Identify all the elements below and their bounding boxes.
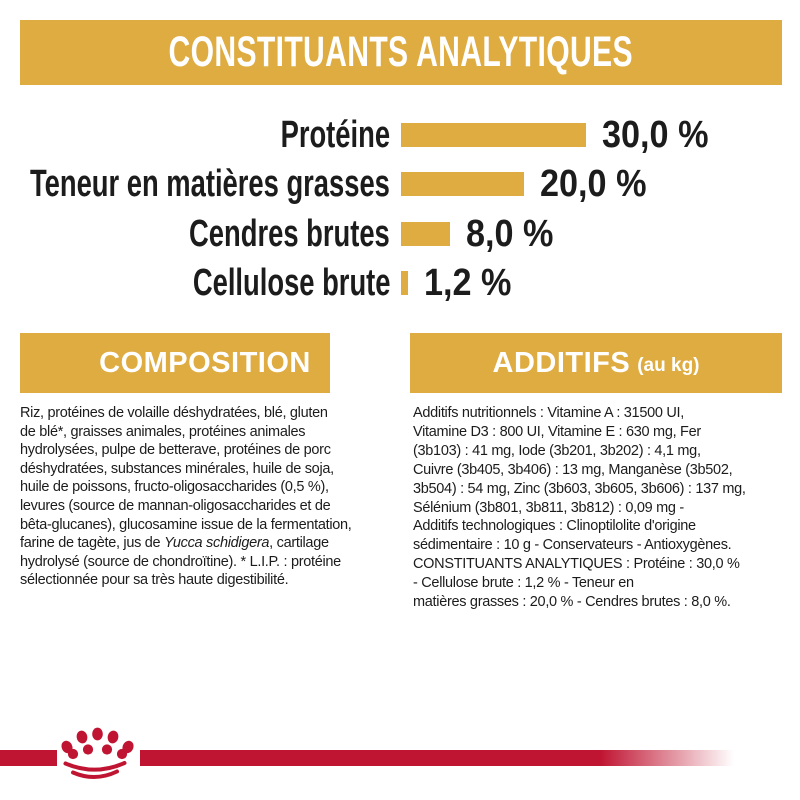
chart-category-label: Cellulose brute (192, 262, 390, 304)
additives-header-band (410, 333, 782, 393)
additives-text: Additifs nutritionnels : Vitamine A : 31500 UI, Vitamine D3 : 800 UI, Vitamine E : 630 mg, Fer (3b103) : 41 mg, Iode (3b201, 3b202) : 4,1 mg, Cuivre (3b405, 3b406) : 13 mg, Manganèse (3b502, 3b504) : 54 mg, Zinc (3b603, 3b605, 3b606) : 137 mg, Sélénium (3b801, 3b811, 3b812) : 0,09 mg - Additifs technologiques : Clinoptilolite d'origine sédimentaire : 10 g - Conservateurs - Antioxygènes. CONSTITUANTS ANALYTIQUES : Protéine : 30,0 % - Cellulose brute : 1,2 % - Teneur en matières grasses : 20,0 % - Cendres brutes : 8,0 %. (413, 405, 746, 611)
brand-ribbon-left (0, 750, 57, 766)
chart-value-label: 1,2 % (424, 262, 512, 304)
analytical-constituents-chart (0, 0, 800, 320)
chart-value-label: 20,0 % (540, 163, 647, 205)
chart-bar (401, 222, 450, 246)
composition-text: Riz, protéines de volaille déshydratées, blé, gluten de blé*, graisses animales, protéines animales hydrolysées, pulpe de betterave, protéines de porc déshydratées, substances minérales, huile de soja, huile de poissons, fructo-oligosaccharides (0,5 %), levures (source de mannan-oligosaccharides et de bêta-glucanes), glucosamine issue de la fermentation, farine de tagète, jus de Yucca schidigera, cartilage hydrolysé (source de chondroïtine). * L.I.P. : protéine sélectionnée pour sa très haute digestibilité. (20, 405, 352, 589)
chart-value-label: 8,0 % (466, 213, 554, 255)
chart-value-label: 30,0 % (602, 114, 709, 156)
additives-header: ADDITIFS (492, 346, 631, 379)
composition-header-box (20, 333, 390, 393)
chart-row (0, 262, 800, 304)
chart-row (0, 114, 800, 156)
composition-header: COMPOSITION (99, 346, 311, 379)
chart-bar (401, 271, 408, 295)
royal-canin-crown-icon (54, 723, 136, 781)
analytical-constituents-title: CONSTITUANTS ANALYTIQUES (168, 28, 634, 76)
chart-bar (401, 123, 586, 147)
chart-category-label: Cendres brutes (189, 213, 390, 255)
additives-header-note: (au kg) (637, 355, 700, 376)
chart-bar (401, 172, 524, 196)
brand-ribbon-right (140, 750, 746, 766)
chart-category-label: Teneur en matières grasses (30, 163, 390, 205)
chart-row (0, 213, 800, 255)
chart-row (0, 163, 800, 205)
chart-category-label: Protéine (280, 114, 390, 156)
